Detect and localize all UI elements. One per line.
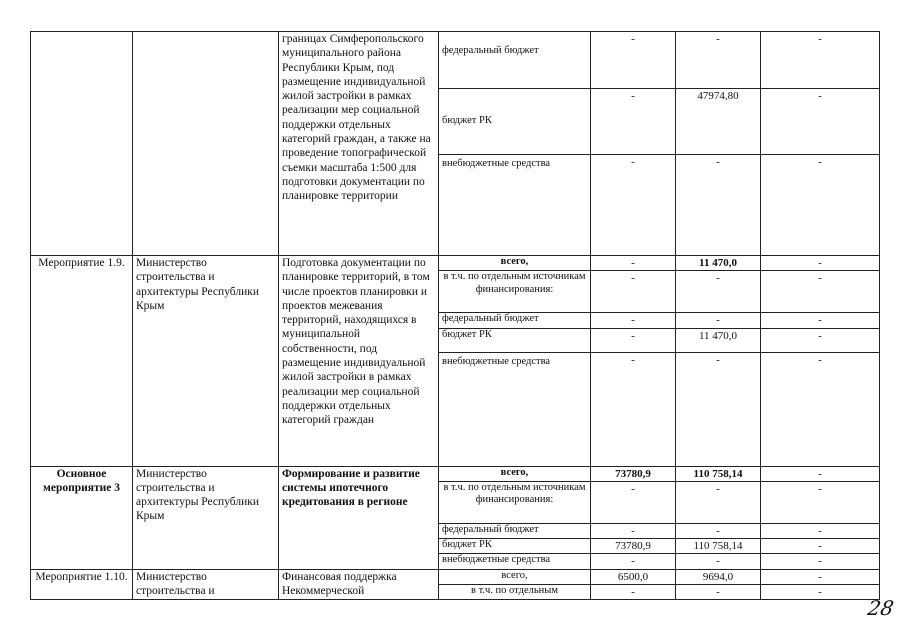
activity-name-cell: Формирование и развитие системы ипотечного кредитования в регионе	[279, 466, 439, 569]
activity-label-cell	[31, 32, 133, 256]
value-cell: 73780,9	[591, 466, 676, 481]
value-cell: 47974,80	[676, 89, 761, 155]
value-cell: -	[761, 313, 880, 328]
value-cell: 110 758,14	[676, 466, 761, 481]
page-number: 28	[865, 596, 896, 620]
value-cell: -	[676, 523, 761, 538]
value-cell: -	[761, 539, 880, 554]
value-cell: -	[761, 328, 880, 352]
funding-source-cell: всего,	[439, 256, 591, 271]
executor-cell: Министерство строительства и архитектуры Республики Крым	[133, 256, 279, 467]
activity-name-cell: границах Симферопольского муниципального района Республики Крым, под размещение индивидуальной жилой застройки в рамках реализации мер социальной поддержки отдельных категорий граждан, а также на проведение топографической съемки масштаба 1:500 для подготовки документации по планировке территории	[279, 32, 439, 256]
value-cell: -	[761, 466, 880, 481]
table-row	[31, 256, 880, 271]
funding-source-cell: внебюджетные средства	[439, 352, 591, 466]
value-cell: -	[761, 271, 880, 313]
value-cell: -	[591, 481, 676, 523]
value-cell: -	[676, 554, 761, 569]
value-cell: -	[761, 523, 880, 538]
activity-label-cell: Мероприятие 1.10.	[31, 569, 133, 600]
activity-name-cell: Подготовка документации по планировке территорий, в том числе проектов планировки и проектов межевания территорий, находящихся в муниципальной собственности, под размещение индивидуальной жилой застройки в рамках реализации мер социальной поддержки отдельных категорий граждан	[279, 256, 439, 467]
value-cell: 6500,0	[591, 569, 676, 584]
funding-source-cell: бюджет РК	[439, 539, 591, 554]
value-cell: -	[676, 313, 761, 328]
value-cell: -	[591, 313, 676, 328]
value-cell: -	[676, 32, 761, 89]
executor-cell	[133, 32, 279, 256]
funding-source-cell: в т.ч. по отдельным источникам финансирования:	[439, 481, 591, 523]
value-cell: -	[676, 585, 761, 600]
value-cell: -	[591, 585, 676, 600]
value-cell: -	[761, 89, 880, 155]
value-cell: 9694,0	[676, 569, 761, 584]
value-cell: 73780,9	[591, 539, 676, 554]
value-cell: -	[761, 352, 880, 466]
value-cell: -	[591, 271, 676, 313]
value-cell: -	[676, 271, 761, 313]
funding-source-cell: всего,	[439, 569, 591, 584]
table-row	[31, 32, 880, 89]
value-cell: -	[591, 256, 676, 271]
activity-label-cell: Основное мероприятие 3	[31, 466, 133, 569]
funding-source-cell: внебюджетные средства	[439, 155, 591, 256]
funding-source-cell: в т.ч. по отдельным	[439, 585, 591, 600]
funding-source-cell: бюджет РК	[439, 89, 591, 155]
value-cell: 11 470,0	[676, 328, 761, 352]
funding-source-cell: бюджет РК	[439, 328, 591, 352]
value-cell: -	[761, 569, 880, 584]
value-cell: -	[761, 155, 880, 256]
value-cell: -	[761, 32, 880, 89]
value-cell: -	[591, 155, 676, 256]
value-cell: -	[761, 585, 880, 600]
executor-cell: Министерство строительства и	[133, 569, 279, 600]
value-cell: -	[676, 352, 761, 466]
activity-name-cell: Финансовая поддержка Некоммерческой	[279, 569, 439, 600]
value-cell: -	[676, 481, 761, 523]
value-cell: 11 470,0	[676, 256, 761, 271]
value-cell: -	[761, 481, 880, 523]
funding-source-cell: федеральный бюджет	[439, 523, 591, 538]
executor-cell: Министерство строительства и архитектуры Республики Крым	[133, 466, 279, 569]
activity-label-cell: Мероприятие 1.9.	[31, 256, 133, 467]
table-row	[31, 466, 880, 481]
funding-table	[30, 31, 880, 600]
value-cell: -	[591, 328, 676, 352]
funding-source-cell: в т.ч. по отдельным источникам финансирования:	[439, 271, 591, 313]
value-cell: -	[591, 352, 676, 466]
funding-source-cell: внебюджетные средства	[439, 554, 591, 569]
table-row	[31, 569, 880, 584]
value-cell: -	[591, 89, 676, 155]
value-cell: -	[761, 554, 880, 569]
funding-source-cell: федеральный бюджет	[439, 32, 591, 89]
value-cell: -	[676, 155, 761, 256]
value-cell: -	[761, 256, 880, 271]
value-cell: -	[591, 523, 676, 538]
funding-source-cell: всего,	[439, 466, 591, 481]
value-cell: 110 758,14	[676, 539, 761, 554]
funding-source-cell: федеральный бюджет	[439, 313, 591, 328]
value-cell: -	[591, 554, 676, 569]
value-cell: -	[591, 32, 676, 89]
